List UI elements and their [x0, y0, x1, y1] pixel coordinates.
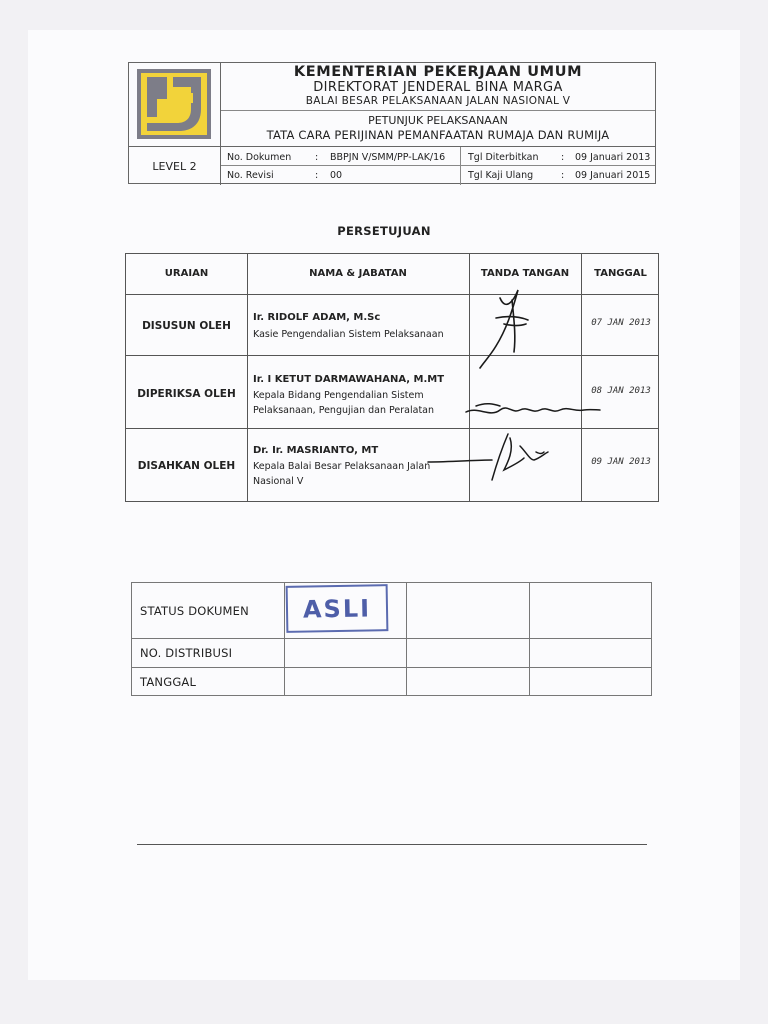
colon: :: [561, 152, 565, 163]
colon: :: [315, 152, 319, 163]
row-position: Kasie Pengendalian Sistem Pelaksanaan: [253, 329, 444, 340]
tgl-kaji-ulang-value: 09 Januari 2015: [575, 170, 651, 181]
document-title: TATA CARA PERIJINAN PEMANFAATAN RUMAJA DAN RUMIJA: [266, 128, 610, 142]
column-divider: [247, 254, 248, 501]
status-table: [131, 582, 652, 696]
document-title-block: [221, 111, 655, 147]
row-role-disusun: DISUSUN OLEH: [142, 320, 231, 332]
colon: :: [561, 170, 565, 181]
column-header-tanda-tangan: TANDA TANGAN: [480, 268, 570, 279]
office-name: BALAI BESAR PELAKSANAAN JALAN NASIONAL V: [305, 95, 571, 107]
footer-rule: [137, 844, 647, 845]
tanggal-label: TANGGAL: [140, 675, 197, 689]
tgl-diterbitkan-value: 09 Januari 2013: [575, 152, 651, 163]
row-name: Ir. RIDOLF ADAM, M.Sc: [253, 312, 381, 323]
column-header-nama-jabatan: NAMA & JABATAN: [309, 268, 407, 279]
organization-block: [221, 63, 655, 111]
approval-title: PERSETUJUAN: [337, 224, 431, 238]
row-position: Kepala Balai Besar Pelaksanaan Jalan: [253, 461, 431, 472]
header-row-divider: [126, 294, 658, 295]
row-role-disahkan: DISAHKAN OLEH: [137, 460, 236, 472]
tgl-diterbitkan-label: Tgl Diterbitkan: [468, 152, 539, 163]
no-dokumen-label: No. Dokumen: [227, 152, 292, 163]
meta-row-divider: [221, 165, 655, 166]
row-date: 08 JAN 2013: [591, 386, 651, 396]
status-dokumen-label: STATUS DOKUMEN: [140, 604, 249, 618]
approval-table: [125, 253, 659, 502]
no-dokumen-value: BBPJN V/SMM/PP-LAK/16: [330, 152, 446, 163]
row-role-diperiksa: DIPERIKSA OLEH: [137, 388, 236, 400]
no-distribusi-label: NO. DISTRIBUSI: [140, 646, 233, 660]
directorate-name: DIREKTORAT JENDERAL BINA MARGA: [313, 80, 563, 95]
colon: :: [315, 170, 319, 181]
logo-cell: [129, 63, 221, 147]
document-header: [128, 62, 656, 184]
document-type: PETUNJUK PELAKSANAAN: [368, 114, 508, 127]
row-position: Kepala Bidang Pengendalian Sistem: [253, 390, 424, 401]
row-name: Ir. I KETUT DARMAWAHANA, M.MT: [253, 374, 445, 385]
asli-stamp: ASLI: [286, 584, 389, 633]
row-date: 09 JAN 2013: [591, 457, 651, 467]
row-position: Pelaksanaan, Pengujian dan Peralatan: [253, 405, 435, 416]
row-date: 07 JAN 2013: [591, 318, 651, 328]
column-divider: [529, 583, 530, 695]
no-revisi-value: 00: [330, 170, 343, 181]
row-divider: [132, 667, 651, 668]
level-label: LEVEL 2: [129, 147, 221, 185]
column-divider: [406, 583, 407, 695]
ministry-name: KEMENTERIAN PEKERJAAN UMUM: [293, 64, 583, 80]
ministry-logo-icon: [137, 69, 211, 139]
meta-column-divider: [460, 147, 461, 185]
column-header-tanggal: TANGGAL: [594, 268, 647, 279]
no-revisi-label: No. Revisi: [227, 170, 274, 181]
column-header-uraian: URAIAN: [164, 268, 209, 279]
row-divider: [132, 638, 651, 639]
row-position: Nasional V: [253, 476, 304, 487]
row-divider: [126, 355, 658, 356]
row-name: Dr. Ir. MASRIANTO, MT: [253, 445, 379, 456]
row-divider: [126, 428, 658, 429]
tgl-kaji-ulang-label: Tgl Kaji Ulang: [468, 170, 534, 181]
